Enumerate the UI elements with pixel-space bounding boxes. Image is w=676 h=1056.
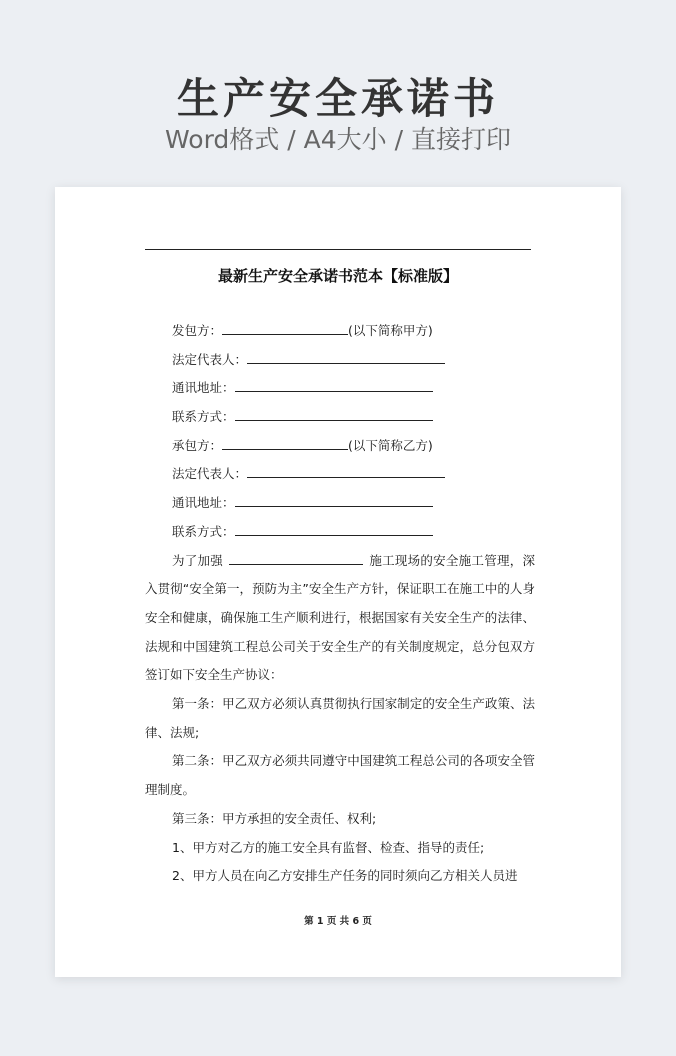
header-rule xyxy=(145,249,531,250)
field-label: 通讯地址： xyxy=(172,495,235,511)
field-label: 通讯地址： xyxy=(172,380,235,396)
field-label: 发包方： xyxy=(172,323,223,338)
intro-paragraph xyxy=(145,547,535,691)
banner-title: 生产安全承诺书 xyxy=(176,74,499,123)
article-2: 第二条：甲乙双方必须共同遵守中国建筑工程总公司的各项安全管理制度。 xyxy=(145,753,535,798)
field-suffix: (以下简称甲方) xyxy=(348,323,433,338)
field-employer-rep xyxy=(145,346,535,375)
blank-line[interactable] xyxy=(222,434,348,450)
document-body xyxy=(145,317,535,891)
field-employer xyxy=(145,317,535,346)
document-page xyxy=(55,187,621,977)
project-blank-line[interactable] xyxy=(229,549,363,565)
blank-line[interactable] xyxy=(247,348,445,364)
intro-prefix: 为了加强 xyxy=(172,552,224,568)
blank-line[interactable] xyxy=(235,491,433,507)
field-label: 法定代表人： xyxy=(172,466,248,482)
page-footer: 第 1 页 共 6 页 xyxy=(304,916,372,927)
blank-line[interactable] xyxy=(247,462,445,478)
field-suffix: (以下简称乙方) xyxy=(348,437,433,453)
blank-line[interactable] xyxy=(235,405,433,421)
field-contractor-rep xyxy=(145,460,535,489)
blank-line[interactable] xyxy=(235,376,433,392)
field-label: 联系方式： xyxy=(172,523,235,539)
document-title: 最新生产安全承诺书范本【标准版】 xyxy=(217,267,458,285)
article-3-item-1: 1、甲方对乙方的施工安全具有监督、检查、指导的责任; xyxy=(172,839,485,855)
field-contractor xyxy=(145,432,535,461)
intro-text: 施工现场的安全施工管理，深入贯彻“安全第一，预防为主”安全生产方针，保证职工在施工中的人身安全和健康，确保施工生产顺利进行，根据国家有关安全生产的法律、法规和中国建筑工程总公司关于安全生产的有关制度规定，总分包双方签订如下安全生产协议： xyxy=(145,552,535,683)
article-3-item-2: 2、甲方人员在向乙方安排生产任务的同时须向乙方相关人员进 xyxy=(172,868,518,884)
banner-subtitle: Word格式 / A4大小 / 直接打印 xyxy=(165,125,511,154)
blank-line[interactable] xyxy=(222,319,348,335)
field-label: 联系方式： xyxy=(172,409,235,425)
field-employer-address xyxy=(145,374,535,403)
field-contractor-contact xyxy=(145,518,535,547)
article-3: 第三条：甲方承担的安全责任、权利; xyxy=(172,810,377,826)
field-employer-contact xyxy=(145,403,535,432)
article-1: 第一条：甲乙双方必须认真贯彻执行国家制定的安全生产政策、法律、法规; xyxy=(145,696,535,740)
field-label: 法定代表人： xyxy=(172,351,248,367)
field-label: 承包方： xyxy=(172,437,223,453)
blank-line[interactable] xyxy=(235,520,433,536)
field-contractor-address xyxy=(145,489,535,518)
